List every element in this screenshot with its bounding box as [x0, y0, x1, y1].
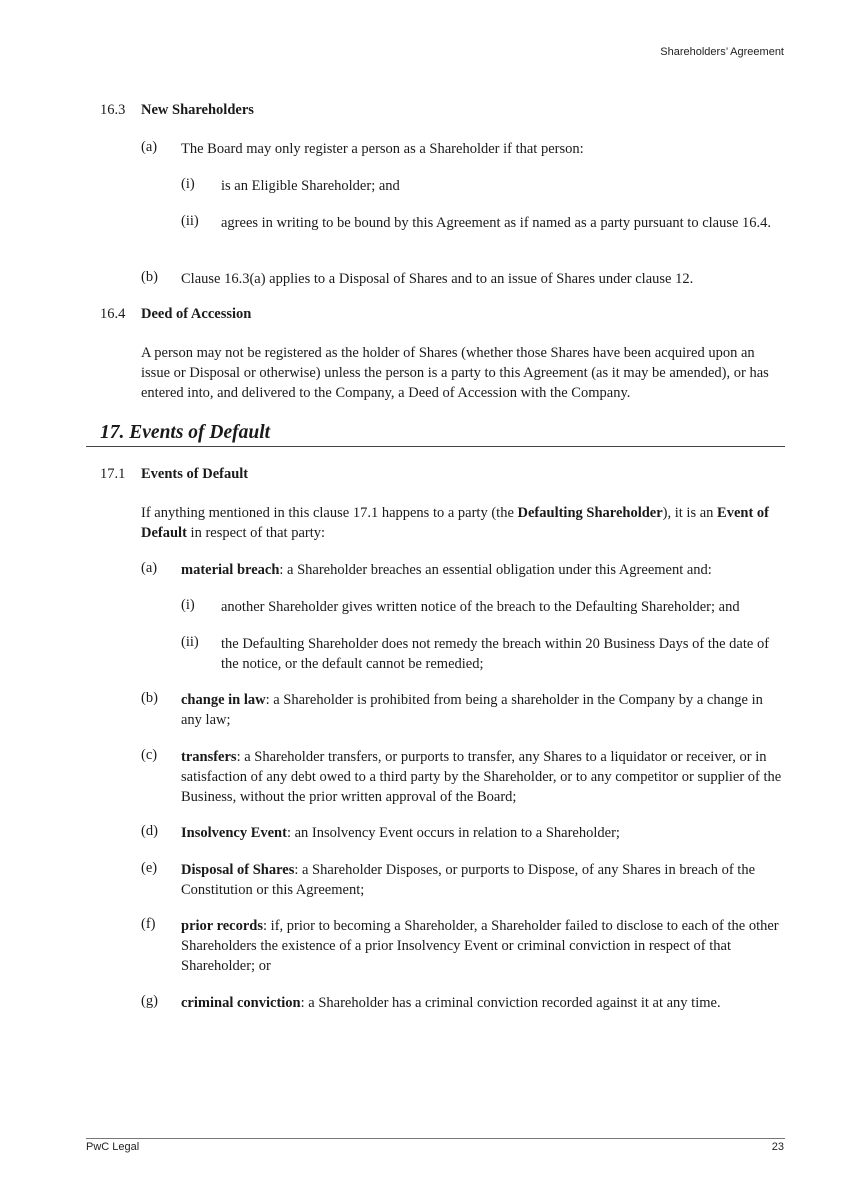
clause-heading: Deed of Accession — [141, 306, 252, 322]
defined-term: material breach — [181, 562, 280, 578]
subitem-label: (i) — [181, 176, 195, 192]
defined-term: transfers — [181, 749, 237, 765]
item-text: Insolvency Event: an Insolvency Event occurs in relation to a Shareholder; — [181, 825, 620, 841]
defined-term: Defaulting Shareholder — [517, 505, 663, 521]
defined-term: Disposal of Shares — [181, 862, 295, 878]
item-text: change in law: a Shareholder is prohibited from being a shareholder in the Company by a change in any law; — [181, 692, 763, 728]
item-label: (d) — [141, 823, 158, 839]
clause-number: 16.4 — [100, 306, 126, 322]
item-text: Disposal of Shares: a Shareholder Disposes, or purports to Dispose, of any Shares in breach of the Constitution or this Agreement; — [181, 862, 756, 898]
clause-intro: If anything mentioned in this clause 17.1 happens to a party (the Defaulting Shareholder), it is an Event of Default in respect of that party: — [141, 505, 770, 541]
page-number: 23 — [771, 1141, 784, 1153]
defined-term: prior records — [181, 918, 264, 934]
defined-term: criminal conviction — [181, 995, 301, 1011]
item-text: material breach: a Shareholder breaches an essential obligation under this Agreement and: — [181, 562, 712, 578]
running-header: Shareholders’ Agreement — [660, 46, 784, 58]
defined-term: change in law — [181, 692, 266, 708]
item-label: (b) — [141, 269, 158, 285]
defined-term: Event of Default — [141, 505, 770, 541]
clause-text: A person may not be registered as the holder of Shares (whether those Shares have been acquired upon an issue or Disposal or otherwise) unless the person is a party to this Agreement (as it may be amended), or has entered into, and delivered to the Company, a Deed of Accession with the Company. — [141, 345, 769, 401]
defined-term: Insolvency Event — [181, 825, 287, 841]
footer-rule — [86, 1138, 785, 1139]
item-label: (c) — [141, 747, 158, 763]
item-text: prior records: if, prior to becoming a Shareholder, a Shareholder failed to disclose to each of the other Shareholders the existence of a prior Insolvency Event or criminal conviction in respect of that Shareholder; or — [181, 918, 779, 974]
item-label: (f) — [141, 916, 156, 932]
subitem-text: is an Eligible Shareholder; and — [221, 178, 400, 194]
clause-heading: New Shareholders — [141, 102, 254, 118]
section-heading: 17. Events of Default — [100, 422, 271, 443]
clause-heading: Events of Default — [141, 466, 249, 482]
clause-number: 16.3 — [100, 102, 126, 118]
subitem-label: (i) — [181, 597, 195, 613]
item-label: (e) — [141, 860, 158, 876]
subitem-text: agrees in writing to be bound by this Agreement as if named as a party pursuant to clause 16.4. — [221, 215, 772, 231]
item-label: (a) — [141, 139, 158, 155]
item-text: transfers: a Shareholder transfers, or purports to transfer, any Shares to a liquidator or receiver, or in satisfaction of any debt owed to a third party by the Shareholder, or to any competitor or supplier of the Business, without the prior written approval of the Board; — [181, 749, 782, 805]
subitem-text: the Defaulting Shareholder does not remedy the breach within 20 Business Days of the date of the notice, or the default cannot be remedied; — [221, 636, 770, 672]
footer-firm: PwC Legal — [86, 1141, 140, 1153]
item-text: The Board may only register a person as a Shareholder if that person: — [181, 141, 584, 157]
item-text: Clause 16.3(a) applies to a Disposal of Shares and to an issue of Shares under clause 12. — [181, 271, 694, 287]
item-label: (b) — [141, 690, 158, 706]
section-rule — [86, 446, 785, 447]
subitem-text: another Shareholder gives written notice of the breach to the Defaulting Shareholder; and — [221, 599, 740, 615]
clause-number: 17.1 — [100, 466, 126, 482]
subitem-label: (ii) — [181, 634, 199, 650]
item-text: criminal conviction: a Shareholder has a criminal conviction recorded against it at any time. — [181, 995, 721, 1011]
subitem-label: (ii) — [181, 213, 199, 229]
item-label: (a) — [141, 560, 158, 576]
item-label: (g) — [141, 993, 158, 1009]
